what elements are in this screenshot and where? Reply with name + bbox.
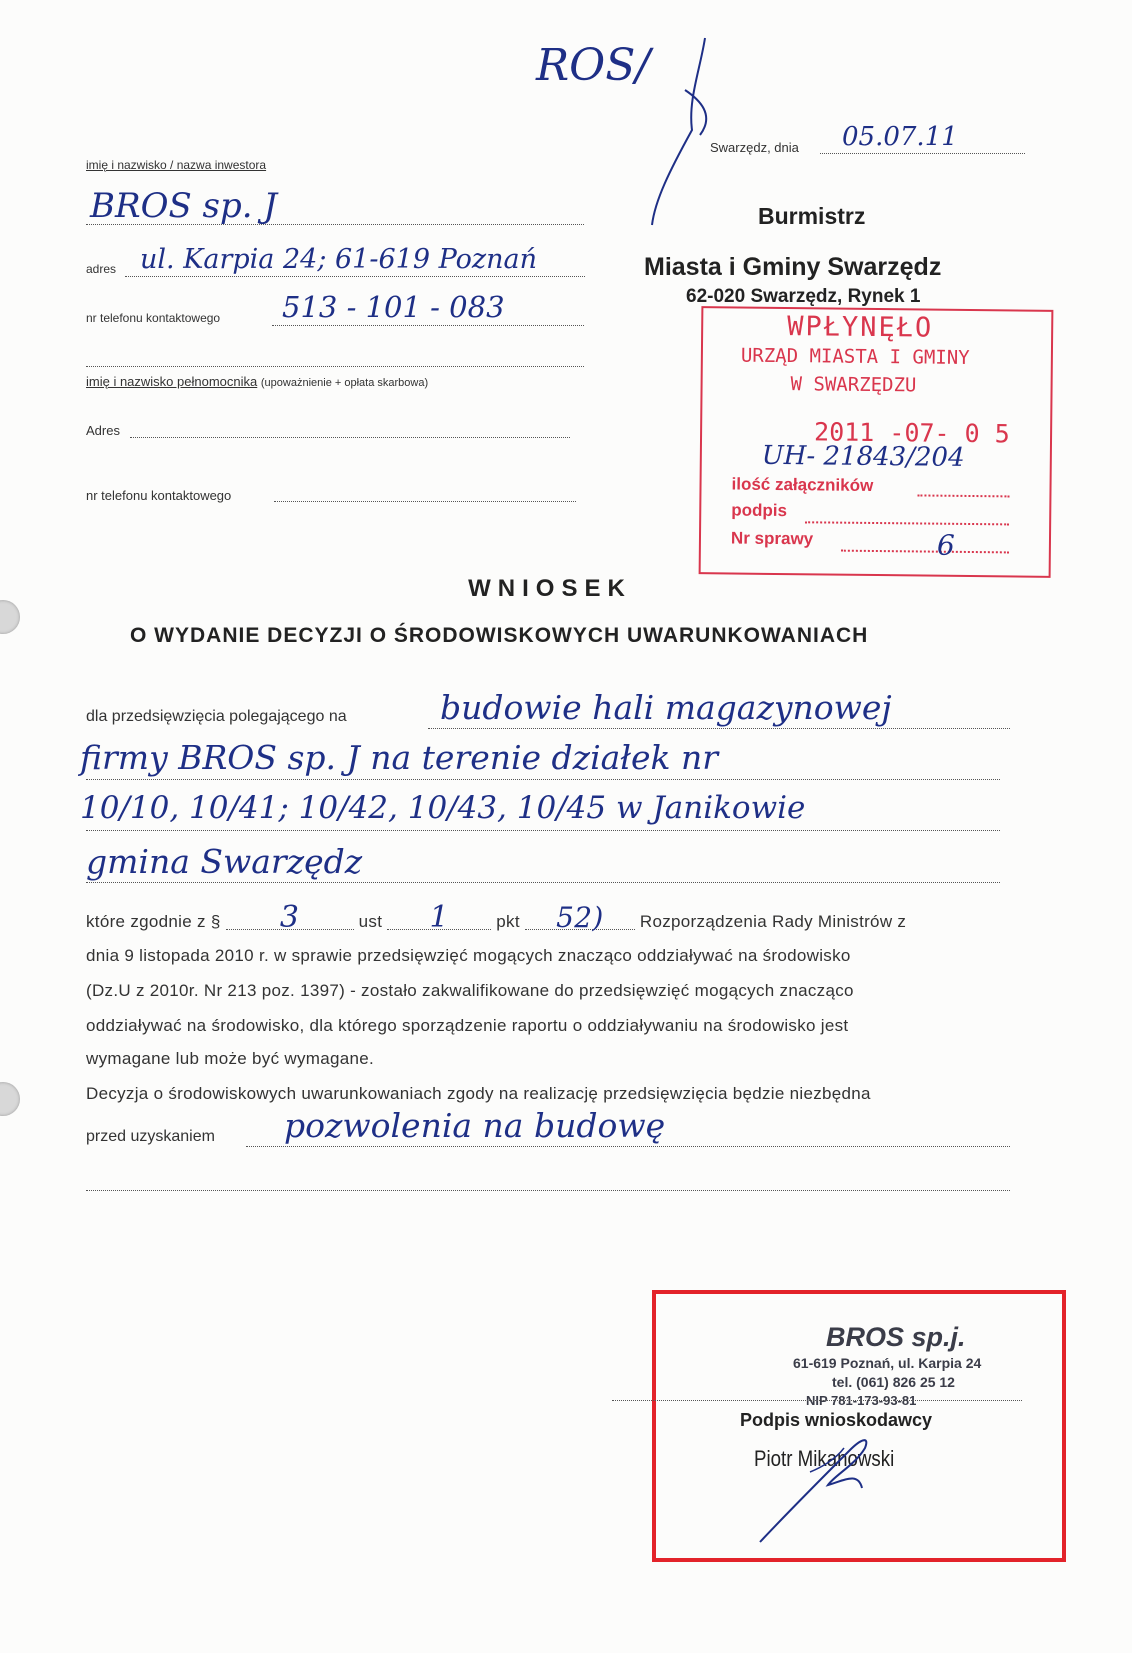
recipient-office: Miasta i Gminy Swarzędz (644, 253, 942, 281)
project-line-2 (86, 779, 1000, 780)
legal-which: które zgodnie z § (86, 912, 221, 931)
top-handwritten-mark: ROS/ (536, 40, 651, 91)
recipient-address: 62-020 Swarzędz, Rynek 1 (686, 286, 921, 307)
company-stamp-address: 61-619 Poznań, ul. Karpia 24 (793, 1355, 982, 1371)
stamp-case-line (841, 550, 1009, 554)
legal-pkt-label: pkt (496, 912, 520, 931)
address-label: adres (86, 262, 117, 276)
address-value: ul. Karpia 24; 61-619 Poznań (140, 244, 538, 275)
signature-line (612, 1400, 1022, 1401)
project-line-4 (86, 882, 1000, 883)
form-subtitle: O WYDANIE DECYZJI O ŚRODOWISKOWYCH UWARUNKOWANIACH (130, 624, 869, 647)
legal-pkt-value: 52) (525, 907, 635, 930)
proxy-phone-label: nr telefonu kontaktowego (86, 488, 232, 503)
stamp-case-label: Nr sprawy (730, 528, 814, 549)
proxy-address-line (130, 437, 570, 438)
legal-line-3: (Dz.U z 2010r. Nr 213 poz. 1397) - zostało zakwalifikowane do przedsięwzięć mogących znacząco (86, 981, 854, 1000)
phone-line (272, 325, 584, 326)
proxy-phone-line (274, 501, 576, 502)
before-label: przed uzyskaniem (86, 1128, 215, 1145)
punch-hole (0, 600, 20, 634)
company-stamp-name: BROS sp.j. (826, 1322, 966, 1352)
stamp-office1: URZĄD MIASTA I GMINY (740, 344, 970, 369)
project-hw-2: firmy BROS sp. J na terenie działek nr (80, 738, 719, 777)
investor-name-label: imię i nazwisko / nazwa inwestora (86, 158, 267, 172)
proxy-address-label: Adres (86, 423, 120, 438)
blank-line-2 (86, 1190, 1010, 1191)
address-line (125, 276, 585, 277)
project-hw-3: 10/10, 10/41; 10/42, 10/43, 10/45 w Janikowie (80, 790, 806, 826)
before-line (246, 1146, 1010, 1147)
proxy-name-note: (upoważnienie + opłata skarbowa) (260, 377, 429, 389)
pen-stroke (630, 30, 750, 230)
stamp-case-value: 6 (936, 528, 955, 562)
stamp-date: 2011 -07- 0 5 (813, 417, 1010, 449)
phone-label: nr telefonu kontaktowego (86, 311, 221, 325)
received-stamp (699, 306, 1054, 578)
project-lead: dla przedsięwzięcia polegającego na (86, 708, 347, 725)
date-line (820, 153, 1025, 154)
legal-ust-label: ust (358, 912, 383, 931)
project-line-3 (86, 830, 1000, 831)
legal-ust-value: 1 (387, 907, 491, 930)
legal-paragraph: 3 (226, 907, 354, 930)
stamp-signature-label: podpis (731, 500, 788, 521)
signature-label: Podpis wnioskodawcy (740, 1410, 933, 1430)
stamp-office2: W SWARZĘDZU (790, 373, 917, 397)
stamp-signature-line (805, 521, 1009, 525)
legal-line-2: dnia 9 listopada 2010 r. w sprawie przedsięwzięć mogących znacząco oddziaływać na środowisko (86, 946, 851, 965)
legal-line-1 (86, 900, 907, 940)
company-stamp-nip: NIP 781-173-93-81 (806, 1393, 917, 1408)
project-hw-4: gmina Swarzędz (86, 842, 363, 881)
punch-hole (0, 1082, 20, 1116)
before-value: pozwolenia na budowę (284, 1106, 666, 1145)
form-title: WNIOSEK (468, 575, 632, 602)
project-line-1 (428, 728, 1010, 729)
proxy-name-row (86, 374, 428, 389)
stamp-ref: UH- 21843/204 (761, 440, 965, 473)
legal-line-5: wymagane lub może być wymagane. (86, 1049, 375, 1068)
blank-line (86, 366, 584, 367)
proxy-name-label: imię i nazwisko pełnomocnika (86, 374, 258, 389)
date-label: Swarzędz, dnia (710, 140, 799, 155)
legal-line-4: oddziaływać na środowisko, dla którego sporządzenie raportu o oddziaływaniu na środowisko jest (86, 1016, 849, 1035)
project-hw-1: budowie hali magazynowej (440, 688, 892, 727)
date-value: 05.07.11 (842, 122, 958, 152)
recipient-title: Burmistrz (758, 203, 866, 229)
handwritten-signature (740, 1410, 900, 1550)
stamp-title: WPŁYNĘŁO (787, 311, 934, 344)
phone-value: 513 - 101 - 083 (282, 290, 505, 324)
legal-line-6: Decyzja o środowiskowych uwarunkowaniach zgody na realizację przedsięwzięcia będzie niezbędna (86, 1084, 871, 1103)
stamp-attachments-label: ilość załączników (731, 474, 874, 495)
signatory-name: Piotr Mikanowski (754, 1446, 895, 1471)
legal-rest-1: Rozporządzenia Rady Ministrów z (639, 912, 907, 931)
company-stamp-phone: tel. (061) 826 25 12 (832, 1374, 955, 1390)
investor-name-value: BROS sp. J (90, 186, 278, 226)
stamp-attachments-line (917, 494, 1009, 497)
